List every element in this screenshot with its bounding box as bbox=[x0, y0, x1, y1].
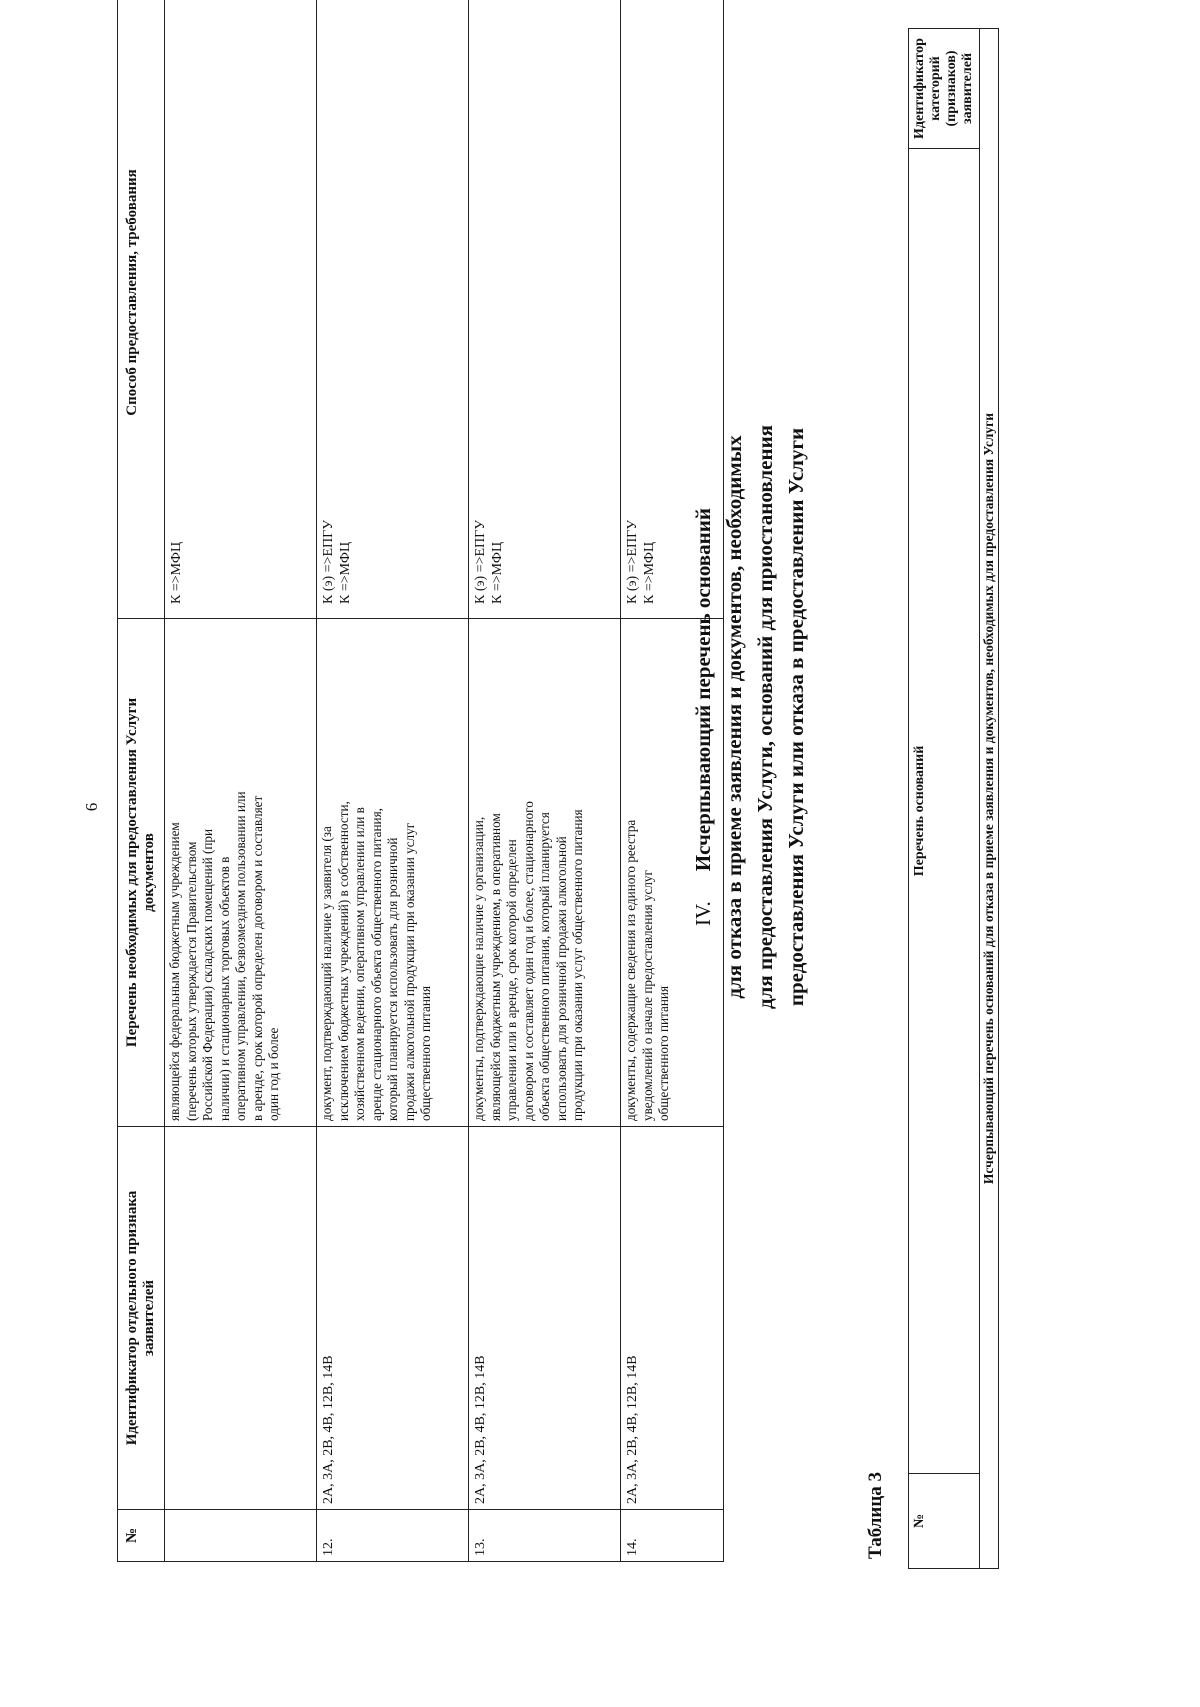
section-heading-line: для отказа в приеме заявления и документов, необходимых bbox=[722, 435, 746, 999]
doc-line: хозяйственном ведении, оперативном управлении или в bbox=[352, 807, 367, 1121]
refusal-reasons-table bbox=[908, 28, 999, 1569]
table3-header-row bbox=[909, 29, 980, 1569]
doc-line: управлении или в аренде, срок которой определен bbox=[504, 839, 519, 1121]
header-documents bbox=[118, 619, 165, 1127]
doc-line: использовать для розничной продажи алкогольной bbox=[553, 836, 569, 1121]
doc-line: общественного питания bbox=[418, 985, 433, 1121]
table3-header-identifier-line: Идентификатор bbox=[912, 38, 927, 139]
method-line: К (э) =>ЕПГУ bbox=[625, 519, 640, 604]
doc-line: (перечень которых утверждается Правительством bbox=[183, 841, 199, 1121]
section-heading-line: предоставления Услуги или отказа в предоставлении Услуги bbox=[784, 427, 808, 1007]
table-header-row bbox=[118, 0, 165, 1562]
table3-header-num: № bbox=[909, 1474, 980, 1569]
row-method bbox=[165, 0, 317, 619]
table3-header-identifier-line: категорий bbox=[928, 56, 943, 121]
row-identifier: 2А, 3А, 2В, 4В, 12В, 14В bbox=[469, 1127, 621, 1510]
doc-line: объекта общественного питания, который планируется bbox=[537, 812, 552, 1121]
doc-line: общественного питания bbox=[656, 985, 671, 1121]
page-number: 6 bbox=[82, 802, 101, 812]
doc-line: Российской Федерации) складских помещений (при bbox=[200, 828, 215, 1121]
doc-line: продукции при оказании услуг общественного питания bbox=[570, 809, 585, 1121]
doc-line: документы, подтверждающие наличие у организации, bbox=[471, 816, 486, 1121]
method-line: К (э) =>ЕПГУ bbox=[321, 519, 336, 604]
row-documents bbox=[469, 619, 621, 1127]
row-num: 13. bbox=[469, 1510, 621, 1562]
table3-header-reasons: Перечень оснований bbox=[909, 149, 980, 1474]
header-documents-line: документов bbox=[141, 833, 157, 912]
method-line: К =>МФЦ bbox=[489, 541, 505, 604]
table-row bbox=[165, 0, 317, 1562]
header-num: № bbox=[118, 1510, 165, 1562]
doc-line: в аренде, срок которой определен договором и составляет bbox=[249, 795, 265, 1121]
doc-line: документы, содержащие сведения из единого реестра bbox=[623, 819, 638, 1121]
section-heading-line bbox=[688, 367, 719, 1067]
row-documents bbox=[317, 619, 469, 1127]
method-line: К =>МФЦ bbox=[641, 541, 657, 604]
row-documents bbox=[165, 619, 317, 1127]
row-identifier: 2А, 3А, 2В, 4В, 12В, 14В bbox=[621, 1127, 724, 1510]
header-documents-line: Перечень необходимых для предоставления Услуги bbox=[124, 697, 140, 1048]
doc-line: являющейся бюджетным учреждением, в оперативном bbox=[487, 813, 503, 1121]
row-method bbox=[469, 0, 621, 619]
doc-line: договором и составляет один год и более, стационарного bbox=[520, 801, 536, 1121]
section-heading bbox=[688, 367, 812, 1067]
doc-line: продажи алкогольной продукции при оказании услуг bbox=[401, 822, 417, 1121]
doc-line: аренде стационарного объекта общественного питания, bbox=[368, 808, 384, 1121]
header-identifier-line: заявителей bbox=[141, 1279, 157, 1357]
section-title: Исчерпывающий перечень оснований bbox=[691, 508, 715, 872]
row-identifier bbox=[165, 1127, 317, 1510]
method-line: К =>МФЦ bbox=[169, 541, 184, 604]
method-line: К =>МФЦ bbox=[337, 541, 353, 604]
header-identifier-line: Идентификатор отдельного признака bbox=[124, 1190, 140, 1446]
section-roman-numeral: IV. bbox=[691, 901, 715, 926]
doc-line: исключением бюджетных учреждений) в собственности, bbox=[335, 801, 351, 1121]
table-row bbox=[469, 0, 621, 1562]
method-line: К (э) =>ЕПГУ bbox=[473, 519, 488, 604]
table3-label: Таблица 3 bbox=[865, 1471, 886, 1559]
table3-header-identifier bbox=[909, 29, 980, 149]
section-heading-line: для предоставления Услуги, оснований для приостановления bbox=[753, 424, 777, 1010]
row-identifier: 2А, 3А, 2В, 4В, 12В, 14В bbox=[317, 1127, 469, 1510]
doc-line: который планируется использовать для розничной bbox=[385, 837, 400, 1121]
table3-caption: Исчерпывающий перечень оснований для отказа в приеме заявления и документов, необходимых для предоставления Услуги bbox=[980, 29, 999, 1569]
table3-header-identifier-line: (признаков) bbox=[944, 50, 959, 127]
row-num: 12. bbox=[317, 1510, 469, 1562]
table3-header-identifier-line: заявителей bbox=[960, 52, 975, 125]
table3-caption-row bbox=[980, 29, 999, 1569]
row-num: 14. bbox=[621, 1510, 724, 1562]
doc-line: один год и более bbox=[266, 1027, 281, 1121]
doc-line: являющейся федеральным бюджетным учреждением bbox=[167, 822, 182, 1121]
header-identifier bbox=[118, 1127, 165, 1510]
documents-table bbox=[117, 0, 724, 1562]
doc-line: оперативном управлении, безвозмездном пользовании или bbox=[233, 791, 248, 1121]
row-num bbox=[165, 1510, 317, 1562]
doc-line: уведомлений о начале предоставления услуг bbox=[639, 870, 655, 1121]
header-method: Способ предоставления, требования bbox=[118, 0, 165, 619]
doc-line: наличии) и стационарных торговых объектов в bbox=[216, 856, 232, 1121]
doc-line: документ, подтверждающий наличие у заявителя (за bbox=[319, 826, 334, 1121]
row-method bbox=[317, 0, 469, 619]
table-row bbox=[317, 0, 469, 1562]
